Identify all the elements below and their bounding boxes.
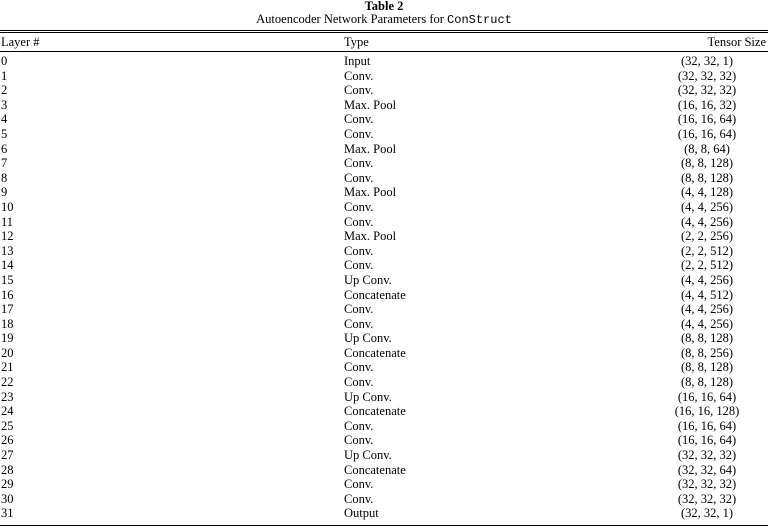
cell-tensor-size: (32, 32, 1) [680,506,734,521]
table-row [0,273,768,288]
cell-tensor-size: (4, 4, 256) [680,302,734,317]
cell-type: Input [344,54,371,68]
cell-type: Conv. [344,302,374,317]
cell-type: Conv. [344,418,374,433]
cell-layer: 7 [1,156,8,171]
caption-code: ConStruct [447,13,512,27]
header-type: Type [344,35,369,49]
cell-type: Conv. [344,126,374,141]
cell-tensor-size: (4, 4, 256) [680,214,734,229]
table-row [0,258,768,273]
cell-type: Conv. [344,199,374,214]
cell-type: Conv. [344,214,374,229]
table-row [0,244,768,259]
header-rule [0,51,768,52]
cell-type: Up Conv. [344,272,392,287]
cell-layer: 16 [1,287,14,302]
table-label: Table 2 [364,0,404,13]
table-row [0,390,768,405]
table-header-row [0,34,768,50]
cell-tensor-size: (4, 4, 256) [680,199,734,214]
table-row [0,142,768,157]
cell-tensor-size: (8, 8, 128) [680,331,734,346]
cell-type: Up Conv. [344,448,392,463]
cell-type: Conv. [344,68,374,83]
cell-layer: 30 [1,491,14,506]
cell-layer: 17 [1,302,14,317]
cell-tensor-size: (4, 4, 256) [680,272,734,287]
cell-tensor-size: (8, 8, 128) [680,156,734,171]
cell-type: Conv. [344,360,374,375]
table-row [0,448,768,463]
table-row [0,433,768,448]
cell-type: Max. Pool [344,97,397,112]
cell-tensor-size: (16, 16, 64) [677,112,737,127]
table-row [0,215,768,230]
top-rule-second [0,32,768,33]
cell-type: Conv. [344,433,374,448]
caption-text: Autoencoder Network Parameters for [256,12,444,26]
header-layer: Layer # [1,35,40,49]
table-row [0,317,768,332]
table-row [0,346,768,361]
cell-tensor-size: (8, 8, 128) [680,170,734,185]
cell-type: Conv. [344,258,374,273]
cell-type: Conv. [344,477,374,492]
cell-layer: 20 [1,345,14,360]
cell-layer: 9 [1,185,8,200]
cell-tensor-size: (2, 2, 512) [680,243,734,258]
cell-tensor-size: (32, 32, 32) [677,83,737,98]
table-row [0,506,768,521]
cell-layer: 21 [1,360,14,375]
table-row [0,98,768,113]
cell-tensor-size: (16, 16, 32) [677,97,737,112]
cell-layer: 14 [1,258,14,273]
cell-layer: 1 [1,68,8,83]
cell-tensor-size: (32, 32, 32) [677,477,737,492]
table-row [0,200,768,215]
cell-layer: 2 [1,83,8,98]
cell-tensor-size: (16, 16, 64) [677,433,737,448]
table-row [0,463,768,478]
cell-tensor-size: (4, 4, 256) [680,316,734,331]
cell-type: Concatenate [344,287,406,302]
table-row [0,331,768,346]
cell-tensor-size: (16, 16, 64) [677,389,737,404]
cell-type: Conv. [344,243,374,258]
cell-layer: 23 [1,389,14,404]
cell-layer: 31 [1,506,14,521]
cell-layer: 11 [1,214,14,229]
cell-tensor-size: (32, 32, 32) [677,448,737,463]
cell-type: Up Conv. [344,389,392,404]
cell-layer: 6 [1,141,8,156]
header-tensor-size: Tensor Size [707,35,766,49]
cell-type: Max. Pool [344,185,397,200]
cell-type: Conv. [344,112,374,127]
table-row [0,477,768,492]
table-row [0,419,768,434]
bottom-rule [0,525,768,526]
table-row [0,492,768,507]
cell-layer: 4 [1,112,8,127]
cell-type: Conv. [344,156,374,171]
table-row [0,375,768,390]
cell-tensor-size: (32, 32, 1) [680,54,734,68]
cell-type: Conv. [344,170,374,185]
table-row [0,171,768,186]
cell-type: Conv. [344,316,374,331]
cell-layer: 25 [1,418,14,433]
table-row [0,83,768,98]
cell-type: Concatenate [344,404,406,419]
cell-layer: 26 [1,433,14,448]
cell-layer: 27 [1,448,14,463]
cell-layer: 13 [1,243,14,258]
cell-tensor-size: (8, 8, 128) [680,375,734,390]
cell-tensor-size: (2, 2, 512) [680,258,734,273]
cell-tensor-size: (8, 8, 64) [684,141,730,156]
cell-type: Conv. [344,491,374,506]
cell-layer: 22 [1,375,14,390]
cell-tensor-size: (8, 8, 256) [680,345,734,360]
cell-layer: 15 [1,272,14,287]
cell-tensor-size: (8, 8, 128) [680,360,734,375]
cell-tensor-size: (4, 4, 512) [680,287,734,302]
cell-type: Max. Pool [344,141,397,156]
cell-layer: 19 [1,331,14,346]
table-row [0,229,768,244]
table-row [0,127,768,142]
table-row [0,54,768,69]
table-row [0,288,768,303]
cell-type: Concatenate [344,462,406,477]
cell-tensor-size: (4, 4, 128) [680,185,734,200]
cell-tensor-size: (2, 2, 256) [680,229,734,244]
table-row [0,185,768,200]
cell-type: Conv. [344,375,374,390]
cell-layer: 3 [1,97,8,112]
cell-tensor-size: (16, 16, 64) [677,126,737,141]
cell-tensor-size: (32, 32, 64) [677,462,737,477]
cell-layer: 12 [1,229,14,244]
cell-tensor-size: (32, 32, 32) [677,68,737,83]
top-rule [0,30,768,31]
table-row [0,69,768,84]
cell-type: Conv. [344,83,374,98]
cell-layer: 10 [1,199,14,214]
cell-type: Output [344,506,379,521]
table-body [0,54,768,521]
cell-layer: 5 [1,126,8,141]
cell-type: Max. Pool [344,229,397,244]
table-row [0,302,768,317]
cell-layer: 28 [1,462,14,477]
table-row [0,156,768,171]
cell-layer: 8 [1,170,8,185]
table-caption [0,12,768,27]
cell-layer: 29 [1,477,14,492]
cell-layer: 0 [1,54,8,68]
cell-tensor-size: (32, 32, 32) [677,491,737,506]
cell-layer: 24 [1,404,14,419]
table-row [0,404,768,419]
cell-type: Up Conv. [344,331,392,346]
table-row [0,112,768,127]
cell-type: Concatenate [344,345,406,360]
cell-tensor-size: (16, 16, 128) [674,404,740,419]
cell-tensor-size: (16, 16, 64) [677,418,737,433]
table-row [0,360,768,375]
cell-layer: 18 [1,316,14,331]
